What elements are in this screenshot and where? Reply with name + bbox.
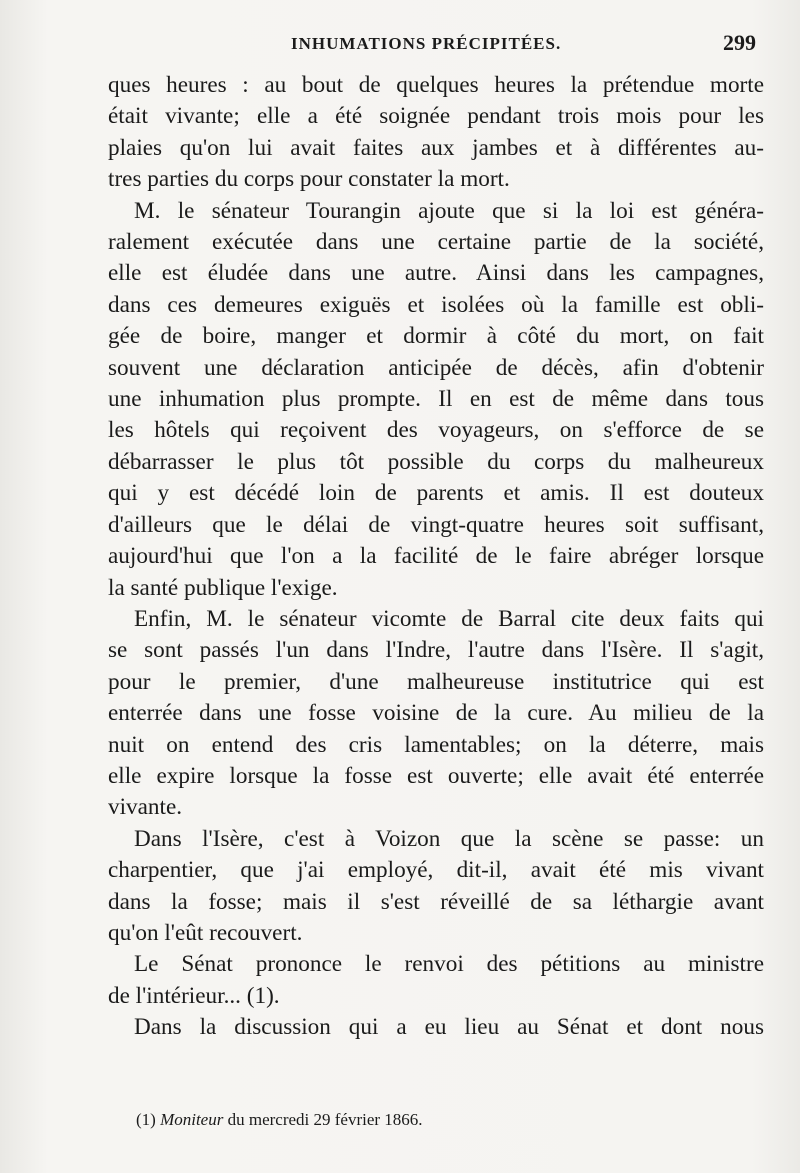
text-line: plaies qu'on lui avait faites aux jambes et à différentes au- xyxy=(108,134,764,161)
text-line: Dans la discussion qui a eu lieu au Sénat et dont nous xyxy=(134,1014,764,1041)
text-line: se sont passés l'un dans l'Indre, l'autre dans l'Isère. Il s'agit, xyxy=(108,637,764,664)
text-line: souvent une déclaration anticipée de décès, afin d'obtenir xyxy=(108,354,764,381)
page-number: 299 xyxy=(723,30,756,55)
page-header xyxy=(108,30,756,60)
text-line: était vivante; elle a été soignée pendant trois mois pour les xyxy=(108,103,764,130)
text-line: dans ces demeures exiguës et isolées où la famille est obli- xyxy=(108,291,764,318)
text-line: M. le sénateur Tourangin ajoute que si la loi est généra- xyxy=(134,197,764,224)
text-line: aujourd'hui que l'on a la facilité de le faire abréger lorsque xyxy=(108,543,764,570)
text-line: pour le premier, d'une malheureuse institutrice qui est xyxy=(108,668,764,695)
text-line: Dans l'Isère, c'est à Voizon que la scène se passe: un xyxy=(134,825,764,852)
text-line: Enfin, M. le sénateur vicomte de Barral cite deux faits qui xyxy=(134,605,764,632)
text-line: la santé publique l'exige. xyxy=(108,574,338,601)
text-line: ralement exécutée dans une certaine partie de la société, xyxy=(108,229,764,256)
footnote-marker: (1) xyxy=(136,1110,156,1129)
text-line: débarrasser le plus tôt possible du corps du malheureux xyxy=(108,448,764,475)
text-line: elle expire lorsque la fosse est ouverte; elle avait été enterrée xyxy=(108,762,764,789)
text-line: nuit on entend des cris lamentables; on la déterre, mais xyxy=(108,731,764,758)
text-line: qui y est décédé loin de parents et amis. Il est douteux xyxy=(108,480,764,507)
text-line: dans la fosse; mais il s'est réveillé de sa léthargie avant xyxy=(108,888,764,915)
text-line: les hôtels qui reçoivent des voyageurs, on s'efforce de se xyxy=(108,417,764,444)
text-line: elle est éludée dans une autre. Ainsi dans les campagnes, xyxy=(108,260,764,287)
footnote-source: Moniteur xyxy=(160,1110,224,1129)
footnote xyxy=(136,1110,423,1130)
footnote-text: du mercredi 29 février 1866. xyxy=(227,1110,423,1129)
text-line: ques heures : au bout de quelques heures la prétendue morte xyxy=(108,72,764,98)
text-line: charpentier, que j'ai employé, dit-il, avait été mis vivant xyxy=(108,857,764,884)
text-line: de l'intérieur... (1). xyxy=(108,982,280,1009)
body-text xyxy=(108,70,764,1044)
running-title: INHUMATIONS PRÉCIPITÉES. xyxy=(291,34,562,53)
text-line: vivante. xyxy=(108,794,183,821)
text-line: gée de boire, manger et dormir à côté du mort, on fait xyxy=(108,323,764,350)
text-line: enterrée dans une fosse voisine de la cure. Au milieu de la xyxy=(108,700,764,727)
text-line: qu'on l'eût recouvert. xyxy=(108,919,303,946)
text-line: Le Sénat prononce le renvoi des pétitions au ministre xyxy=(134,951,764,978)
text-line: tres parties du corps pour constater la mort. xyxy=(108,166,510,193)
text-line: une inhumation plus prompte. Il en est de même dans tous xyxy=(108,386,764,413)
text-line: d'ailleurs que le délai de vingt-quatre heures soit suffisant, xyxy=(108,511,764,538)
